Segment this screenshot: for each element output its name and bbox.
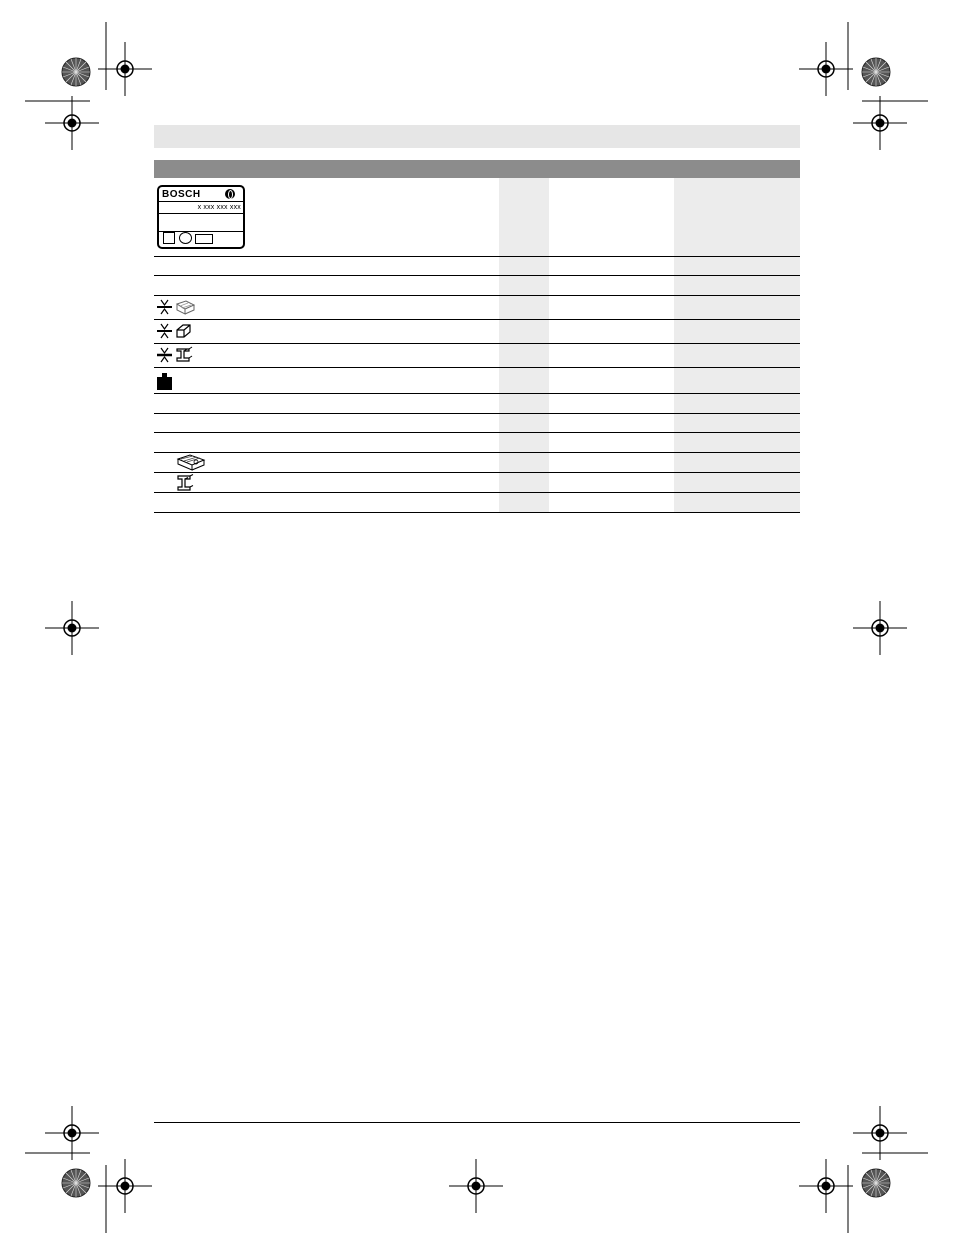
brand-logo: BOSCH: [162, 189, 201, 200]
label-divider: [159, 201, 243, 202]
wood-icon: [176, 454, 206, 471]
table-row-line: [154, 413, 800, 414]
table-row-line: [154, 472, 800, 473]
cut-thickness-wood-icon: [156, 298, 196, 316]
label-divider: [159, 213, 243, 214]
table-row-line: [154, 393, 800, 394]
circle-icon: [179, 232, 192, 244]
weight-icon: [156, 371, 174, 391]
table-shaded-column: [674, 178, 800, 512]
part-number: x xxx xxx xxx: [197, 204, 241, 211]
cut-thickness-nonferrous-icon: [156, 322, 196, 340]
table-row-line: [154, 343, 800, 344]
table-row-line: [154, 256, 800, 257]
footer-rule: [154, 1122, 800, 1123]
rating-label: [157, 185, 245, 249]
globe-icon: [225, 189, 235, 199]
table-row-line: [154, 367, 800, 368]
header-band: [154, 125, 800, 148]
table-row-line: [154, 432, 800, 433]
cut-thickness-steel-icon: [156, 346, 196, 364]
table-row-line: [154, 452, 800, 453]
table-header-bar: [154, 160, 800, 178]
table-row-line: [154, 275, 800, 276]
table-row-line: [154, 319, 800, 320]
table-row-line: [154, 295, 800, 296]
table-row-line: [154, 492, 800, 493]
rectangle-icon: [195, 234, 213, 244]
metal-profile-icon: [176, 474, 196, 492]
table-row-line: [154, 512, 800, 513]
table-shaded-column: [499, 178, 549, 512]
square-icon: [163, 232, 175, 244]
